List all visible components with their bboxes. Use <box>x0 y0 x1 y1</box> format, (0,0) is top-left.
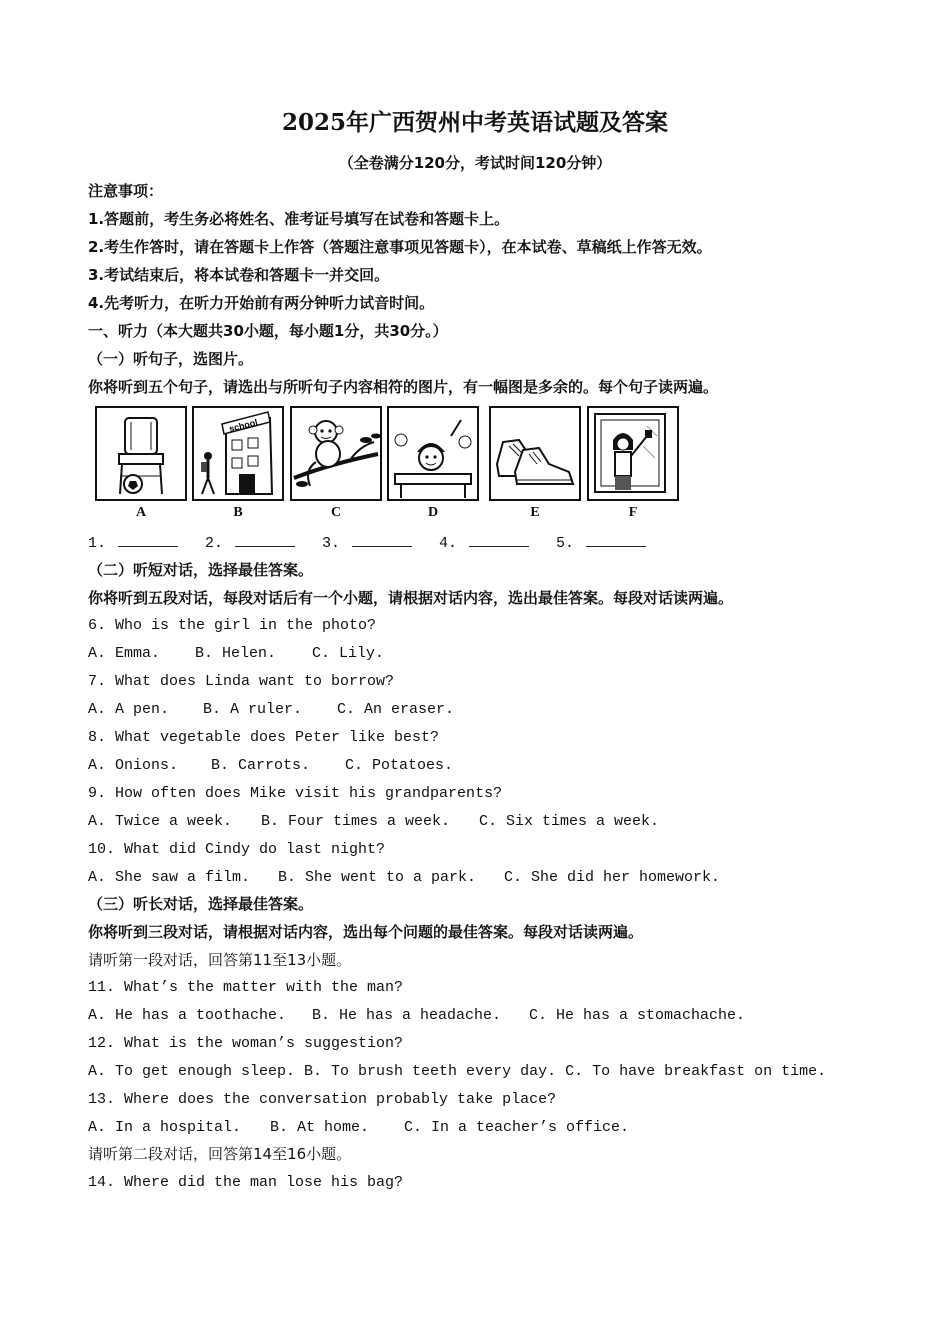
option: C. Lily. <box>312 645 385 662</box>
note-item: 2.考生作答时，请在答题卡上作答（答题注意事项见答题卡），在本试卷、草稿纸上作答无效。 <box>88 238 712 256</box>
picture-label: C <box>330 505 342 520</box>
option: A. To get enough sleep. B. To brush teeth every day. C. To have breakfast on time. <box>88 1063 827 1080</box>
dialogue-intro: 请听第一段对话，回答第11至13小题。 <box>88 951 352 969</box>
option: B. He has a headache. <box>312 1007 502 1024</box>
option: B. Four times a week. <box>261 813 451 830</box>
chair-ball-icon <box>95 406 187 520</box>
student-desk-icon <box>387 406 479 520</box>
question: 12. What is the woman’s suggestion? <box>88 1035 404 1052</box>
question: 9. How often does Mike visit his grandparents? <box>88 785 503 802</box>
picture-label: B <box>233 505 243 520</box>
note-item: 4.先考听力，在听力开始前有两分钟听力试音时间。 <box>88 294 435 312</box>
note-item: 3.考试结束后，将本试卷和答题卡一并交回。 <box>88 266 390 284</box>
dialogue-intro: 请听第二段对话，回答第14至16小题。 <box>88 1145 352 1163</box>
answer-blank[interactable]: 1. <box>88 532 178 555</box>
answer-blank[interactable]: 5. <box>556 532 646 555</box>
question: 8. What vegetable does Peter like best? <box>88 729 440 746</box>
part-instruction: 你将听到五段对话，每段对话后有一个小题，请根据对话内容，选出最佳答案。每段对话读两遍。 <box>88 589 734 607</box>
option: B. At home. <box>270 1119 370 1136</box>
shoes-icon <box>489 406 581 520</box>
page-title: 2025年广西贺州中考英语试题及答案 <box>281 109 668 136</box>
question: 13. Where does the conversation probably take place? <box>88 1091 557 1108</box>
school-icon <box>192 406 284 520</box>
option: A. Twice a week. <box>88 813 233 830</box>
notes-heading: 注意事项： <box>88 182 164 200</box>
part-heading: （三）听长对话，选择最佳答案。 <box>88 895 314 913</box>
option: A. He has a toothache. <box>88 1007 287 1024</box>
option: C. In a teacher’s office. <box>404 1119 630 1136</box>
picture-label: E <box>530 505 540 520</box>
question: 14. Where did the man lose his bag? <box>88 1174 404 1191</box>
picture-options <box>95 406 685 526</box>
option: C. She did her homework. <box>504 869 721 886</box>
option: C. Six times a week. <box>479 813 660 830</box>
option: C. Potatoes. <box>345 757 454 774</box>
option: B. She went to a park. <box>278 869 477 886</box>
picture-label: D <box>427 505 439 520</box>
answer-blank[interactable]: 4. <box>439 532 529 555</box>
option: A. In a hospital. <box>88 1119 242 1136</box>
option: C. He has a stomachache. <box>529 1007 746 1024</box>
section-heading: 一、听力（本大题共30小题，每小题1分，共30分。） <box>88 322 448 340</box>
page-subtitle: （全卷满分120分，考试时间120分钟） <box>338 154 612 172</box>
option: B. A ruler. <box>203 701 303 718</box>
question: 10. What did Cindy do last night? <box>88 841 386 858</box>
part-instruction: 你将听到五个句子，请选出与所听句子内容相符的图片，有一幅图是多余的。每个句子读两遍。 <box>88 378 719 396</box>
picture-label: A <box>135 505 147 520</box>
part-instruction: 你将听到三段对话，请根据对话内容，选出每个问题的最佳答案。每段对话读两遍。 <box>88 923 644 941</box>
answer-blank[interactable]: 2. <box>205 532 295 555</box>
school-sign: school <box>228 417 259 434</box>
option: A. Emma. <box>88 645 161 662</box>
option: A. She saw a film. <box>88 869 251 886</box>
part-heading: （二）听短对话，选择最佳答案。 <box>88 561 314 579</box>
option: B. Helen. <box>195 645 277 662</box>
answer-blank[interactable]: 3. <box>322 532 412 555</box>
question: 6. Who is the girl in the photo? <box>88 617 377 634</box>
note-item: 1.答题前，考生务必将姓名、准考证号填写在试卷和答题卡上。 <box>88 210 510 228</box>
option: A. A pen. <box>88 701 170 718</box>
monkey-icon <box>290 406 382 520</box>
question: 7. What does Linda want to borrow? <box>88 673 395 690</box>
option: B. Carrots. <box>211 757 311 774</box>
picture-label: F <box>628 505 638 520</box>
option: C. An eraser. <box>337 701 455 718</box>
girl-window-icon <box>587 406 679 520</box>
part-heading: （一）听句子，选图片。 <box>88 350 254 368</box>
question: 11. What’s the matter with the man? <box>88 979 404 996</box>
option: A. Onions. <box>88 757 179 774</box>
